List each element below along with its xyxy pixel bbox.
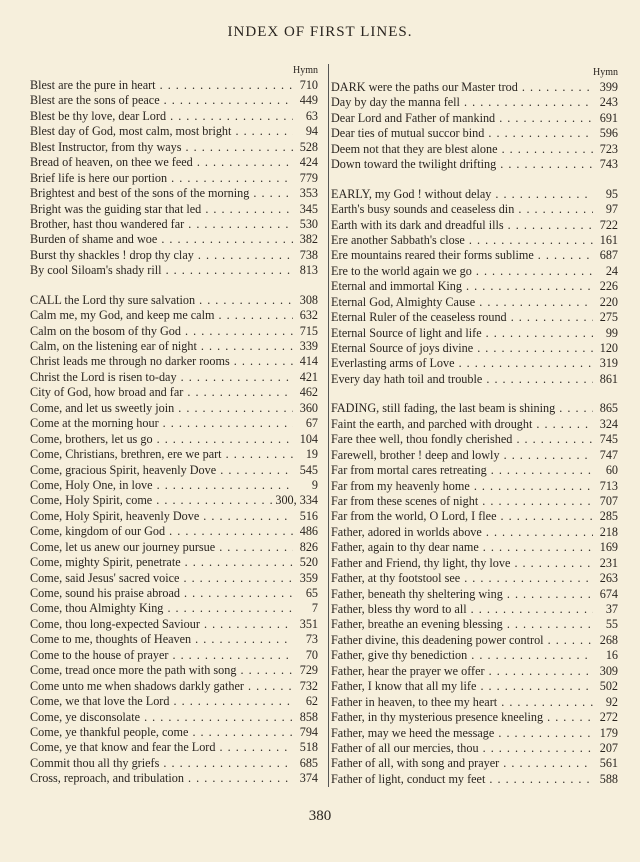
index-entry	[30, 155, 318, 170]
index-entry	[30, 555, 318, 570]
first-line-text: Father divine, this deadening power control . . .	[331, 633, 593, 648]
hymn-number: 300, 334	[275, 493, 318, 508]
index-entry	[331, 463, 618, 478]
hymn-number: 588	[599, 771, 618, 786]
first-line-text: Eternal Source of light and life . . .	[331, 326, 593, 341]
first-line-text: Come, ye disconsolate . . .	[30, 710, 293, 725]
index-entry	[30, 401, 318, 416]
first-line-text: Father, in thy mysterious presence kneeling . . .	[331, 710, 593, 725]
first-line-text: Father, beneath thy sheltering wing . . .	[331, 587, 593, 602]
first-line-text: Father, give thy benediction . . .	[331, 648, 593, 663]
hymn-number: 779	[299, 170, 318, 185]
first-line-text: Brother, hast thou wandered far . . .	[30, 217, 293, 232]
index-entry	[30, 509, 318, 524]
hymn-number: 861	[599, 371, 618, 386]
hymn-number: 530	[299, 216, 318, 231]
hymn-number: 745	[599, 432, 618, 447]
index-entry	[30, 617, 318, 632]
hymn-number: 63	[305, 108, 318, 123]
hymn-number: 309	[599, 663, 618, 678]
first-line-text: Come, thou Almighty King . . .	[30, 601, 293, 616]
index-entry	[331, 587, 618, 602]
first-line-text: Blest are the pure in heart . . .	[30, 78, 293, 93]
index-entry	[331, 726, 618, 741]
first-line-text: Come, brothers, let us go . . .	[30, 432, 293, 447]
hymn-number: 596	[599, 126, 618, 141]
first-line-text: Father, I know that all my life . . .	[331, 679, 593, 694]
hymn-number: 747	[599, 447, 618, 462]
index-entry	[30, 186, 318, 201]
hymn-number: 65	[305, 586, 318, 600]
hymn-number: 351	[299, 616, 318, 631]
index-entry	[331, 142, 618, 157]
hymn-number: 324	[599, 416, 618, 431]
hymn-number: 308	[299, 292, 318, 307]
hymn-number: 263	[599, 571, 618, 586]
first-line-text: Faint the earth, and parched with drought . . .	[331, 417, 593, 432]
index-entry	[331, 126, 618, 141]
index-entry	[30, 171, 318, 186]
first-line-text: Cross, reproach, and tribulation . . .	[30, 771, 293, 786]
first-line-text: Far from the world, O Lord, I flee . . .	[331, 509, 593, 524]
index-entry	[331, 494, 618, 509]
first-line-text: Ere another Sabbath's close . . .	[331, 233, 593, 248]
first-line-text: Brightest and best of the sons of the morning . . .	[30, 186, 293, 201]
first-line-text: City of God, how broad and far . . .	[30, 385, 293, 400]
index-entry	[30, 601, 318, 616]
index-entry	[331, 417, 618, 432]
hymn-number: 319	[599, 356, 618, 371]
hymn-number: 16	[605, 648, 618, 663]
hymn-number: 561	[599, 756, 618, 771]
hymn-column-header: Hymn	[293, 65, 318, 76]
first-line-text: CALL the Lord thy sure salvation . . .	[30, 293, 293, 308]
index-entry	[331, 664, 618, 679]
hymn-number: 161	[599, 232, 618, 247]
section-gap	[30, 279, 318, 293]
first-line-text: Come, mighty Spirit, penetrate . . .	[30, 555, 293, 570]
index-entry	[30, 416, 318, 431]
first-line-text: Come, Holy One, in love . . .	[30, 478, 293, 493]
first-line-text: Fare thee well, thou fondly cherished . . .	[331, 432, 593, 447]
hymn-number: 339	[299, 339, 318, 353]
hymn-number: 743	[599, 157, 618, 172]
first-line-text: Everlasting arms of Love . . .	[331, 356, 593, 371]
index-section	[331, 80, 618, 173]
first-line-text: Every day hath toil and trouble . . .	[331, 372, 593, 387]
first-line-text: Christ the Lord is risen to-day . . .	[30, 370, 293, 385]
first-line-text: Calm, on the listening ear of night . . .	[30, 339, 293, 354]
index-entry	[331, 341, 618, 356]
hymn-number: 353	[299, 186, 318, 201]
index-entry	[331, 187, 618, 202]
hymn-number: 732	[299, 678, 318, 693]
index-entry	[30, 385, 318, 400]
first-line-text: Come unto me when shadows darkly gather . . .	[30, 679, 293, 694]
index-entry	[30, 478, 318, 493]
first-line-text: Eternal Source of joys divine . . .	[331, 341, 593, 356]
first-line-text: Brief life is here our portion . . .	[30, 171, 293, 186]
first-line-text: Down toward the twilight drifting . . .	[331, 157, 593, 172]
index-entry	[30, 354, 318, 369]
first-line-text: Father of light, conduct my feet . . .	[331, 772, 593, 787]
index-entry	[331, 326, 618, 341]
hymn-number: 359	[299, 570, 318, 585]
page-title: INDEX OF FIRST LINES.	[227, 24, 413, 40]
index-entry	[331, 602, 618, 617]
first-line-text: Calm me, my God, and keep me calm . . .	[30, 308, 293, 323]
first-line-text: Come at the morning hour . . .	[30, 416, 293, 431]
index-entry	[30, 710, 318, 725]
first-line-text: Come, ye that know and fear the Lord . . .	[30, 740, 293, 755]
hymn-number: 528	[299, 139, 318, 154]
index-entry	[331, 310, 618, 325]
index-entry	[331, 617, 618, 632]
index-entry	[30, 756, 318, 771]
section-gap	[331, 387, 618, 401]
hymn-number: 502	[599, 679, 618, 694]
hymn-number: 691	[599, 110, 618, 125]
hymn-number: 520	[299, 555, 318, 570]
index-entry	[331, 571, 618, 586]
first-line-text: Blest Instructor, from thy ways . . .	[30, 140, 293, 155]
first-line-text: DARK were the paths our Master trod . . .	[331, 80, 593, 95]
index-entry	[331, 648, 618, 663]
hymn-number: 374	[299, 771, 318, 786]
hymn-number: 345	[299, 201, 318, 216]
first-line-text: Earth's busy sounds and ceaseless din . . .	[331, 202, 593, 217]
index-entry	[331, 509, 618, 524]
index-entry	[331, 356, 618, 371]
hymn-number: 715	[299, 323, 318, 338]
index-entry	[30, 432, 318, 447]
first-line-text: Far from mortal cares retreating . . .	[331, 463, 593, 478]
first-line-text: Father, again to thy dear name . . .	[331, 540, 593, 555]
index-entry	[331, 741, 618, 756]
first-line-text: Come, kingdom of our God . . .	[30, 524, 293, 539]
index-entry	[30, 663, 318, 678]
first-line-text: Far from my heavenly home . . .	[331, 479, 593, 494]
first-line-text: Ere to the world again we go . . .	[331, 264, 593, 279]
first-line-text: Far from these scenes of night . . .	[331, 494, 593, 509]
hymn-number: 99	[605, 325, 618, 340]
index-entry	[331, 233, 618, 248]
hymn-number: 707	[599, 493, 618, 508]
first-line-text: Father and Friend, thy light, thy love . . .	[331, 556, 593, 571]
hymn-number: 37	[605, 602, 618, 616]
first-line-text: Come, Holy Spirit, heavenly Dove . . .	[30, 509, 293, 524]
first-line-text: Come, and let us sweetly join . . .	[30, 401, 293, 416]
index-entry	[331, 540, 618, 555]
index-entry	[30, 463, 318, 478]
first-line-text: Earth with its dark and dreadful ills . . .	[331, 218, 593, 233]
hymn-number: 858	[299, 709, 318, 724]
first-line-text: Come, ye thankful people, come . . .	[30, 725, 293, 740]
first-line-text: Burst thy shackles ! drop thy clay . . .	[30, 248, 293, 263]
index-entry	[30, 248, 318, 263]
index-section	[331, 401, 618, 787]
index-entry	[331, 202, 618, 217]
hymn-number: 462	[299, 385, 318, 400]
index-entry	[30, 740, 318, 755]
first-line-text: Father, at thy footstool see . . .	[331, 571, 593, 586]
first-line-text: Father, may we heed the message . . .	[331, 726, 593, 741]
hymn-number: 95	[605, 186, 618, 201]
index-entry	[331, 95, 618, 110]
first-line-text: EARLY, my God ! without delay . . .	[331, 187, 593, 202]
hymn-number: 738	[299, 247, 318, 262]
right-column	[328, 64, 618, 787]
hymn-number: 285	[599, 509, 618, 524]
hymn-number: 9	[311, 477, 318, 492]
index-entry	[30, 632, 318, 647]
index-entry	[30, 648, 318, 663]
hymn-number: 92	[605, 694, 618, 709]
hymn-number: 120	[599, 341, 618, 355]
first-line-text: Eternal Ruler of the ceaseless round . . .	[331, 310, 593, 325]
first-line-text: Blest are the sons of peace . . .	[30, 93, 293, 108]
index-entry	[331, 372, 618, 387]
hymn-number: 243	[599, 95, 618, 110]
index-entry	[30, 370, 318, 385]
section-gap	[331, 173, 618, 187]
index-entry	[331, 111, 618, 126]
first-line-text: Come, we that love the Lord . . .	[30, 694, 293, 709]
hymn-number: 220	[599, 294, 618, 309]
index-entry	[331, 80, 618, 95]
index-entry	[30, 493, 318, 508]
index-entry	[331, 479, 618, 494]
index-section	[30, 78, 318, 279]
first-line-text: Commit thou all thy griefs . . .	[30, 756, 293, 771]
first-line-text: Father in heaven, to thee my heart . . .	[331, 695, 593, 710]
index-entry	[30, 109, 318, 124]
hymn-number: 231	[599, 555, 618, 570]
index-entry	[331, 279, 618, 294]
first-line-text: By cool Siloam's shady rill . . .	[30, 263, 293, 278]
index-entry	[30, 78, 318, 93]
index-entry	[331, 218, 618, 233]
hymn-number: 545	[299, 462, 318, 477]
hymn-number: 794	[299, 724, 318, 739]
index-entry	[30, 293, 318, 308]
hymn-number: 421	[299, 369, 318, 384]
index-entry	[30, 232, 318, 247]
hymn-number: 73	[305, 632, 318, 647]
index-entry	[331, 295, 618, 310]
first-line-text: Come, tread once more the path with song . . .	[30, 663, 293, 678]
index-entry	[30, 339, 318, 354]
first-line-text: Father, adored in worlds above . . .	[331, 525, 593, 540]
hymn-number: 55	[605, 617, 618, 632]
index-entry	[30, 524, 318, 539]
first-line-text: Burden of shame and woe . . .	[30, 232, 293, 247]
first-line-text: Come to the house of prayer . . .	[30, 648, 293, 663]
hymn-number: 826	[299, 539, 318, 554]
index-entry	[331, 448, 618, 463]
first-line-text: Farewell, brother ! deep and lowly . . .	[331, 448, 593, 463]
first-line-text: Blest day of God, most calm, most bright . . .	[30, 124, 293, 139]
index-entry	[331, 432, 618, 447]
hymn-number: 272	[599, 710, 618, 725]
hymn-number: 207	[599, 740, 618, 755]
index-entry	[331, 248, 618, 263]
hymn-number: 632	[299, 308, 318, 323]
hymn-number: 414	[299, 354, 318, 369]
first-line-text: Father of all our mercies, thou . . .	[331, 741, 593, 756]
hymn-number: 94	[305, 124, 318, 139]
left-column	[30, 64, 318, 787]
first-line-text: Come, thou long-expected Saviour . . .	[30, 617, 293, 632]
hymn-number: 382	[299, 232, 318, 247]
first-line-text: Father, bless thy word to all . . .	[331, 602, 593, 617]
hymn-number: 729	[299, 663, 318, 678]
hymn-number: 424	[299, 155, 318, 170]
index-entry	[331, 633, 618, 648]
first-line-text: Come to me, thoughts of Heaven . . .	[30, 632, 293, 647]
hymn-number: 19	[305, 447, 318, 462]
index-entry	[30, 447, 318, 462]
index-entry	[331, 679, 618, 694]
index-entry	[331, 556, 618, 571]
index-entry	[30, 771, 318, 786]
index-entry	[30, 140, 318, 155]
index-section	[331, 187, 618, 388]
index-entry	[30, 324, 318, 339]
index-entry	[30, 263, 318, 278]
first-line-text: Ere mountains reared their forms sublime . . .	[331, 248, 593, 263]
first-line-text: Come, sound his praise abroad . . .	[30, 586, 293, 601]
first-line-text: Come, Holy Spirit, come . . .	[30, 493, 272, 508]
hymn-number: 226	[599, 279, 618, 294]
index-entry	[30, 694, 318, 709]
index-entry	[331, 264, 618, 279]
hymn-number: 218	[599, 524, 618, 539]
hymn-number: 685	[299, 755, 318, 770]
hymn-number: 62	[305, 694, 318, 709]
index-entry	[331, 756, 618, 771]
index-entry	[331, 525, 618, 540]
first-line-text: Dear Lord and Father of mankind . . .	[331, 111, 593, 126]
index-entry	[30, 571, 318, 586]
hymn-number: 674	[599, 586, 618, 601]
first-line-text: Deem not that they are blest alone . . .	[331, 142, 593, 157]
hymn-number: 713	[599, 478, 618, 493]
first-line-text: Father, breathe an evening blessing . . .	[331, 617, 593, 632]
index-section	[30, 293, 318, 787]
hymn-number: 723	[599, 141, 618, 156]
hymn-number: 7	[311, 601, 318, 616]
first-line-text: Come, said Jesus' sacred voice . . .	[30, 571, 293, 586]
index-entry	[30, 308, 318, 323]
first-line-text: Bread of heaven, on thee we feed . . .	[30, 155, 293, 170]
first-line-text: Christ leads me through no darker rooms . . .	[30, 354, 293, 369]
hymn-number: 516	[299, 508, 318, 523]
index-entry	[30, 124, 318, 139]
hymn-number: 449	[299, 93, 318, 108]
first-line-text: FADING, still fading, the last beam is shining . . .	[331, 401, 593, 416]
first-line-text: Come, Christians, brethren, ere we part . . .	[30, 447, 293, 462]
hymn-number: 179	[599, 725, 618, 740]
hymn-number: 60	[605, 463, 618, 478]
index-entry	[30, 679, 318, 694]
first-line-text: Eternal and immortal King . . .	[331, 279, 593, 294]
hymn-number: 275	[599, 310, 618, 325]
hymn-number: 710	[299, 78, 318, 92]
first-line-text: Father, hear the prayer we offer . . .	[331, 664, 593, 679]
hymn-number: 268	[599, 632, 618, 647]
index-entry	[30, 217, 318, 232]
hymn-number: 169	[599, 540, 618, 555]
index-entry	[331, 710, 618, 725]
hymn-number: 813	[299, 263, 318, 278]
hymn-number: 67	[305, 416, 318, 431]
hymn-number: 722	[599, 217, 618, 232]
first-line-text: Come, let us anew our journey pursue . . .	[30, 540, 293, 555]
hymn-number: 360	[299, 400, 318, 415]
hymn-number: 399	[599, 80, 618, 94]
index-entry	[331, 157, 618, 172]
hymn-column-header: Hymn	[593, 67, 618, 78]
first-line-text: Dear ties of mutual succor bind . . .	[331, 126, 593, 141]
first-line-text: Come, gracious Spirit, heavenly Dove . . .	[30, 463, 293, 478]
index-entry	[30, 725, 318, 740]
first-line-text: Eternal God, Almighty Cause . . .	[331, 295, 593, 310]
first-line-text: Calm on the bosom of thy God . . .	[30, 324, 293, 339]
first-line-text: Day by day the manna fell . . .	[331, 95, 593, 110]
index-entry	[331, 772, 618, 787]
first-line-text: Blest be thy love, dear Lord . . .	[30, 109, 293, 124]
first-line-text: Bright was the guiding star that led . . .	[30, 202, 293, 217]
hymn-number: 97	[605, 202, 618, 217]
index-entry	[30, 540, 318, 555]
page-number: 380	[308, 808, 332, 824]
index-entry	[331, 695, 618, 710]
hymn-number: 865	[599, 401, 618, 416]
index-entry	[30, 202, 318, 217]
index-entry	[30, 586, 318, 601]
hymn-number: 70	[305, 647, 318, 662]
hymn-number: 24	[605, 263, 618, 278]
first-line-text: Father of all, with song and prayer . . .	[331, 756, 593, 771]
index-entry	[30, 93, 318, 108]
hymn-number: 104	[299, 431, 318, 446]
hymn-number: 687	[599, 248, 618, 263]
index-entry	[331, 401, 618, 416]
hymn-number: 518	[299, 740, 318, 755]
hymn-number: 486	[299, 524, 318, 539]
